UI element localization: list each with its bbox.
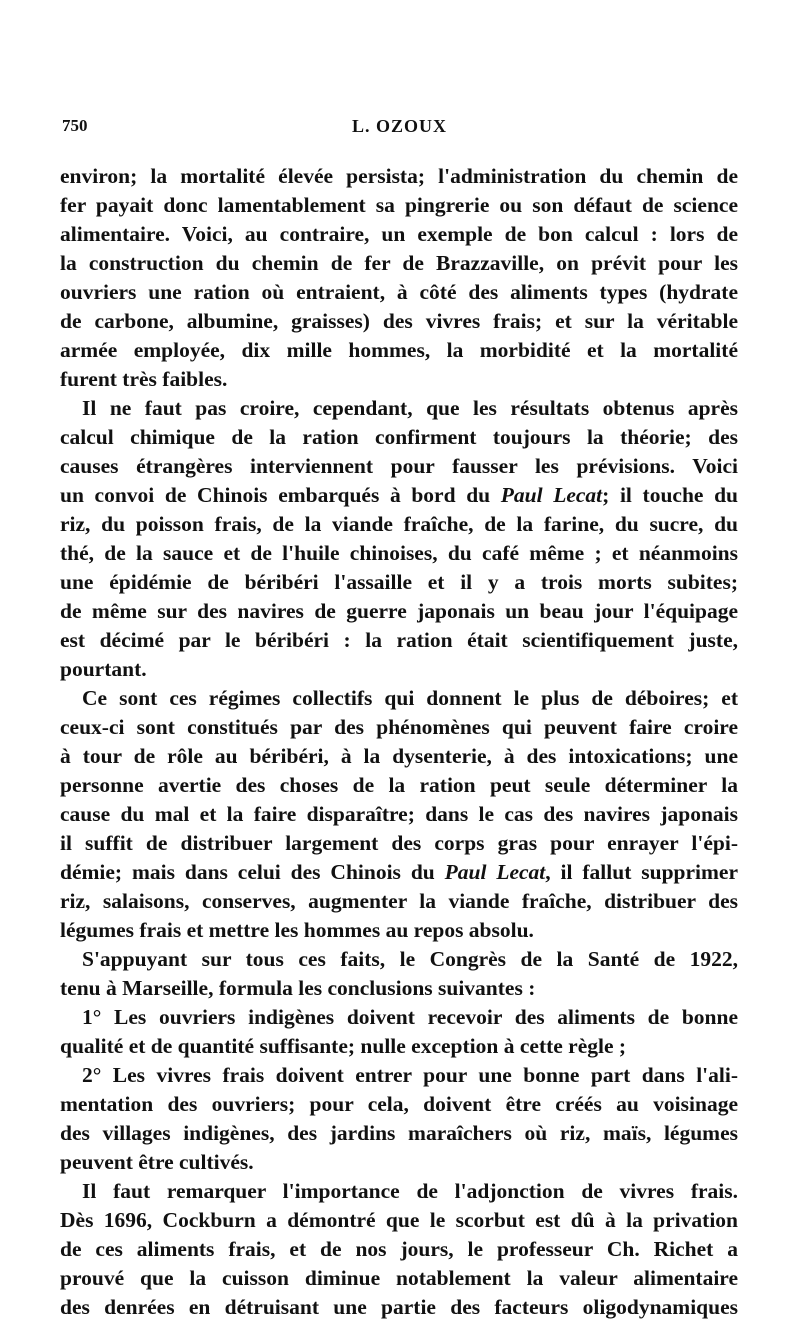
text-line: Il ne faut pas croire, cependant, que les résultats obtenus après	[82, 396, 738, 420]
text-line: de même sur des navires de guerre japonais un beau jour l'équipage	[60, 599, 738, 623]
paragraph	[60, 162, 738, 394]
text-line: ouvriers une ration où entraient, à côté des aliments types (hydrate	[60, 280, 738, 304]
paragraph	[60, 394, 738, 684]
text-line: des denrées en détruisant une partie des facteurs oligodynamiques	[60, 1295, 738, 1319]
text-line: calcul chimique de la ration confirment toujours la théorie; des	[60, 425, 738, 449]
text-line: riz, du poisson frais, de la viande fraîche, de la farine, du sucre, du	[60, 512, 738, 536]
text-line: causes étrangères interviennent pour fausser les prévisions. Voici	[60, 454, 738, 478]
text-line: un convoi de Chinois embarqués à bord du Paul Lecat; il touche du	[60, 483, 738, 507]
text-line: qualité et de quantité suffisante; nulle exception à cette règle ;	[60, 1034, 627, 1058]
text-line: alimentaire. Voici, au contraire, un exemple de bon calcul : lors de	[60, 222, 738, 246]
text-line: à tour de rôle au béribéri, à la dysenterie, à des intoxications; une	[60, 744, 738, 768]
text-line: de ces aliments frais, et de nos jours, le professeur Ch. Richet a	[60, 1237, 738, 1261]
text-line: 1° Les ouvriers indigènes doivent recevoir des aliments de bonne	[82, 1005, 738, 1029]
body-text	[60, 162, 738, 1322]
paragraph	[60, 1003, 738, 1061]
text-line: environ; la mortalité élevée persista; l'administration du chemin de	[60, 164, 738, 188]
text-line: la construction du chemin de fer de Brazzaville, on prévit pour les	[60, 251, 738, 275]
text-line: démie; mais dans celui des Chinois du Paul Lecat, il fallut supprimer	[60, 860, 738, 884]
text-line: riz, salaisons, conserves, augmenter la viande fraîche, distribuer des	[60, 889, 738, 913]
ship-name: Paul Lecat	[500, 483, 603, 507]
text-line: prouvé que la cuisson diminue notablement la valeur alimentaire	[60, 1266, 738, 1290]
text-line: thé, de la sauce et de l'huile chinoises, du café même ; et néanmoins	[60, 541, 738, 565]
text-line: des villages indigènes, des jardins maraîchers où riz, maïs, légumes	[60, 1121, 738, 1145]
text-line: ceux-ci sont constitués par des phénomènes qui peuvent faire croire	[60, 715, 738, 739]
text-line: mentation des ouvriers; pour cela, doivent être créés au voisinage	[60, 1092, 738, 1116]
text-line: une épidémie de béribéri l'assaille et il y a trois morts subites;	[60, 570, 738, 594]
text-line: légumes frais et mettre les hommes au repos absolu.	[60, 918, 534, 942]
text-line: cause du mal et la faire disparaître; dans le cas des navires japonais	[60, 802, 738, 826]
paragraph	[60, 945, 738, 1003]
text-line: Dès 1696, Cockburn a démontré que le scorbut est dû à la privation	[60, 1208, 738, 1232]
ship-name: Paul Lecat	[444, 860, 546, 884]
text-line: fer payait donc lamentablement sa pingrerie ou son défaut de science	[60, 193, 738, 217]
page-header	[62, 116, 732, 146]
text-line: Ce sont ces régimes collectifs qui donnent le plus de déboires; et	[82, 686, 738, 710]
text-line: S'appuyant sur tous ces faits, le Congrès de la Santé de 1922,	[82, 947, 738, 971]
text-line: armée employée, dix mille hommes, la morbidité et la mortalité	[60, 338, 738, 362]
text-line: 2° Les vivres frais doivent entrer pour une bonne part dans l'ali-	[82, 1063, 738, 1087]
text-line: Il faut remarquer l'importance de l'adjonction de vivres frais.	[82, 1179, 738, 1203]
page-number: 750	[62, 116, 88, 135]
text-line: pourtant.	[60, 657, 147, 681]
running-head: L. OZOUX	[352, 116, 448, 136]
paragraph	[60, 1061, 738, 1177]
text-line: furent très faibles.	[60, 367, 228, 391]
text-line: peuvent être cultivés.	[60, 1150, 254, 1174]
text-line: est décimé par le béribéri : la ration était scientifiquement juste,	[60, 628, 738, 652]
text-line: il suffit de distribuer largement des corps gras pour enrayer l'épi-	[60, 831, 738, 855]
text-line: tenu à Marseille, formula les conclusions suivantes :	[60, 976, 536, 1000]
text-line: personne avertie des choses de la ration peut seule déterminer la	[60, 773, 738, 797]
paragraph	[60, 1177, 738, 1322]
paragraph	[60, 684, 738, 945]
text-line: de carbone, albumine, graisses) des vivres frais; et sur la véritable	[60, 309, 738, 333]
